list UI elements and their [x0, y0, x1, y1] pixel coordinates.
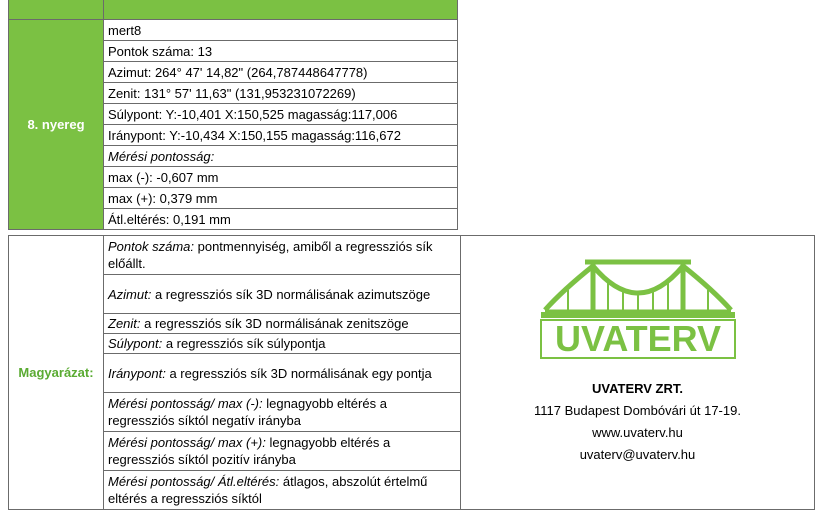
row-max-neg: max (-): -0,607 mm	[104, 167, 458, 188]
legend-label: Magyarázat:	[9, 236, 104, 510]
row-accuracy-heading: Mérési pontosság:	[104, 146, 458, 167]
legend-item: Mérési pontosság/ Átl.eltérés: átlagos, abszolút értelmű eltérés a regressziós síktól	[104, 471, 461, 510]
row-avg-dev: Átl.eltérés: 0,191 mm	[104, 209, 458, 230]
section-label: 8. nyereg	[9, 20, 104, 230]
company-website: www.uvaterv.hu	[592, 425, 683, 440]
header-strip-right	[104, 0, 458, 20]
row-max-pos: max (+): 0,379 mm	[104, 188, 458, 209]
legend-table	[8, 235, 815, 510]
row-zenith: Zenit: 131° 57' 11,63" (131,953231072269)	[104, 83, 458, 104]
company-address: 1117 Budapest Dombóvári út 17-19.	[534, 403, 741, 418]
row-centroid: Súlypont: Y:-10,401 X:150,525 magasság:117,006	[104, 104, 458, 125]
legend-item: Mérési pontosság/ max (+): legnagyobb eltérés a regressziós síktól pozitív irányba	[104, 432, 461, 471]
legend-item: Iránypont: a regressziós sík 3D normálisának egy pontja	[104, 354, 461, 393]
logo-text: UVATERV	[554, 318, 721, 359]
legend-item: Zenit: a regressziós sík 3D normálisának zenitszöge	[104, 314, 461, 334]
company-block	[461, 236, 815, 510]
row-azimuth: Azimut: 264° 47' 14,82" (264,787448647778)	[104, 62, 458, 83]
company-email: uvaterv@uvaterv.hu	[579, 447, 696, 462]
legend-item: Azimut: a regressziós sík 3D normálisának azimutszöge	[104, 275, 461, 314]
measurement-table	[8, 0, 458, 230]
row-direction-point: Iránypont: Y:-10,434 X:150,155 magasság:116,672	[104, 125, 458, 146]
legend-item: Súlypont: a regressziós sík súlypontja	[104, 334, 461, 354]
company-name: UVATERV ZRT.	[591, 381, 683, 396]
row-point-count: Pontok száma: 13	[104, 41, 458, 62]
legend-item: Pontok száma: pontmennyiség, amiből a regressziós sík előállt.	[104, 236, 461, 275]
legend-item: Mérési pontosság/ max (-): legnagyobb eltérés a regressziós síktól negatív irányba	[104, 393, 461, 432]
uvaterv-logo	[533, 250, 743, 370]
row-name: mert8	[104, 20, 458, 41]
header-strip	[9, 0, 104, 20]
